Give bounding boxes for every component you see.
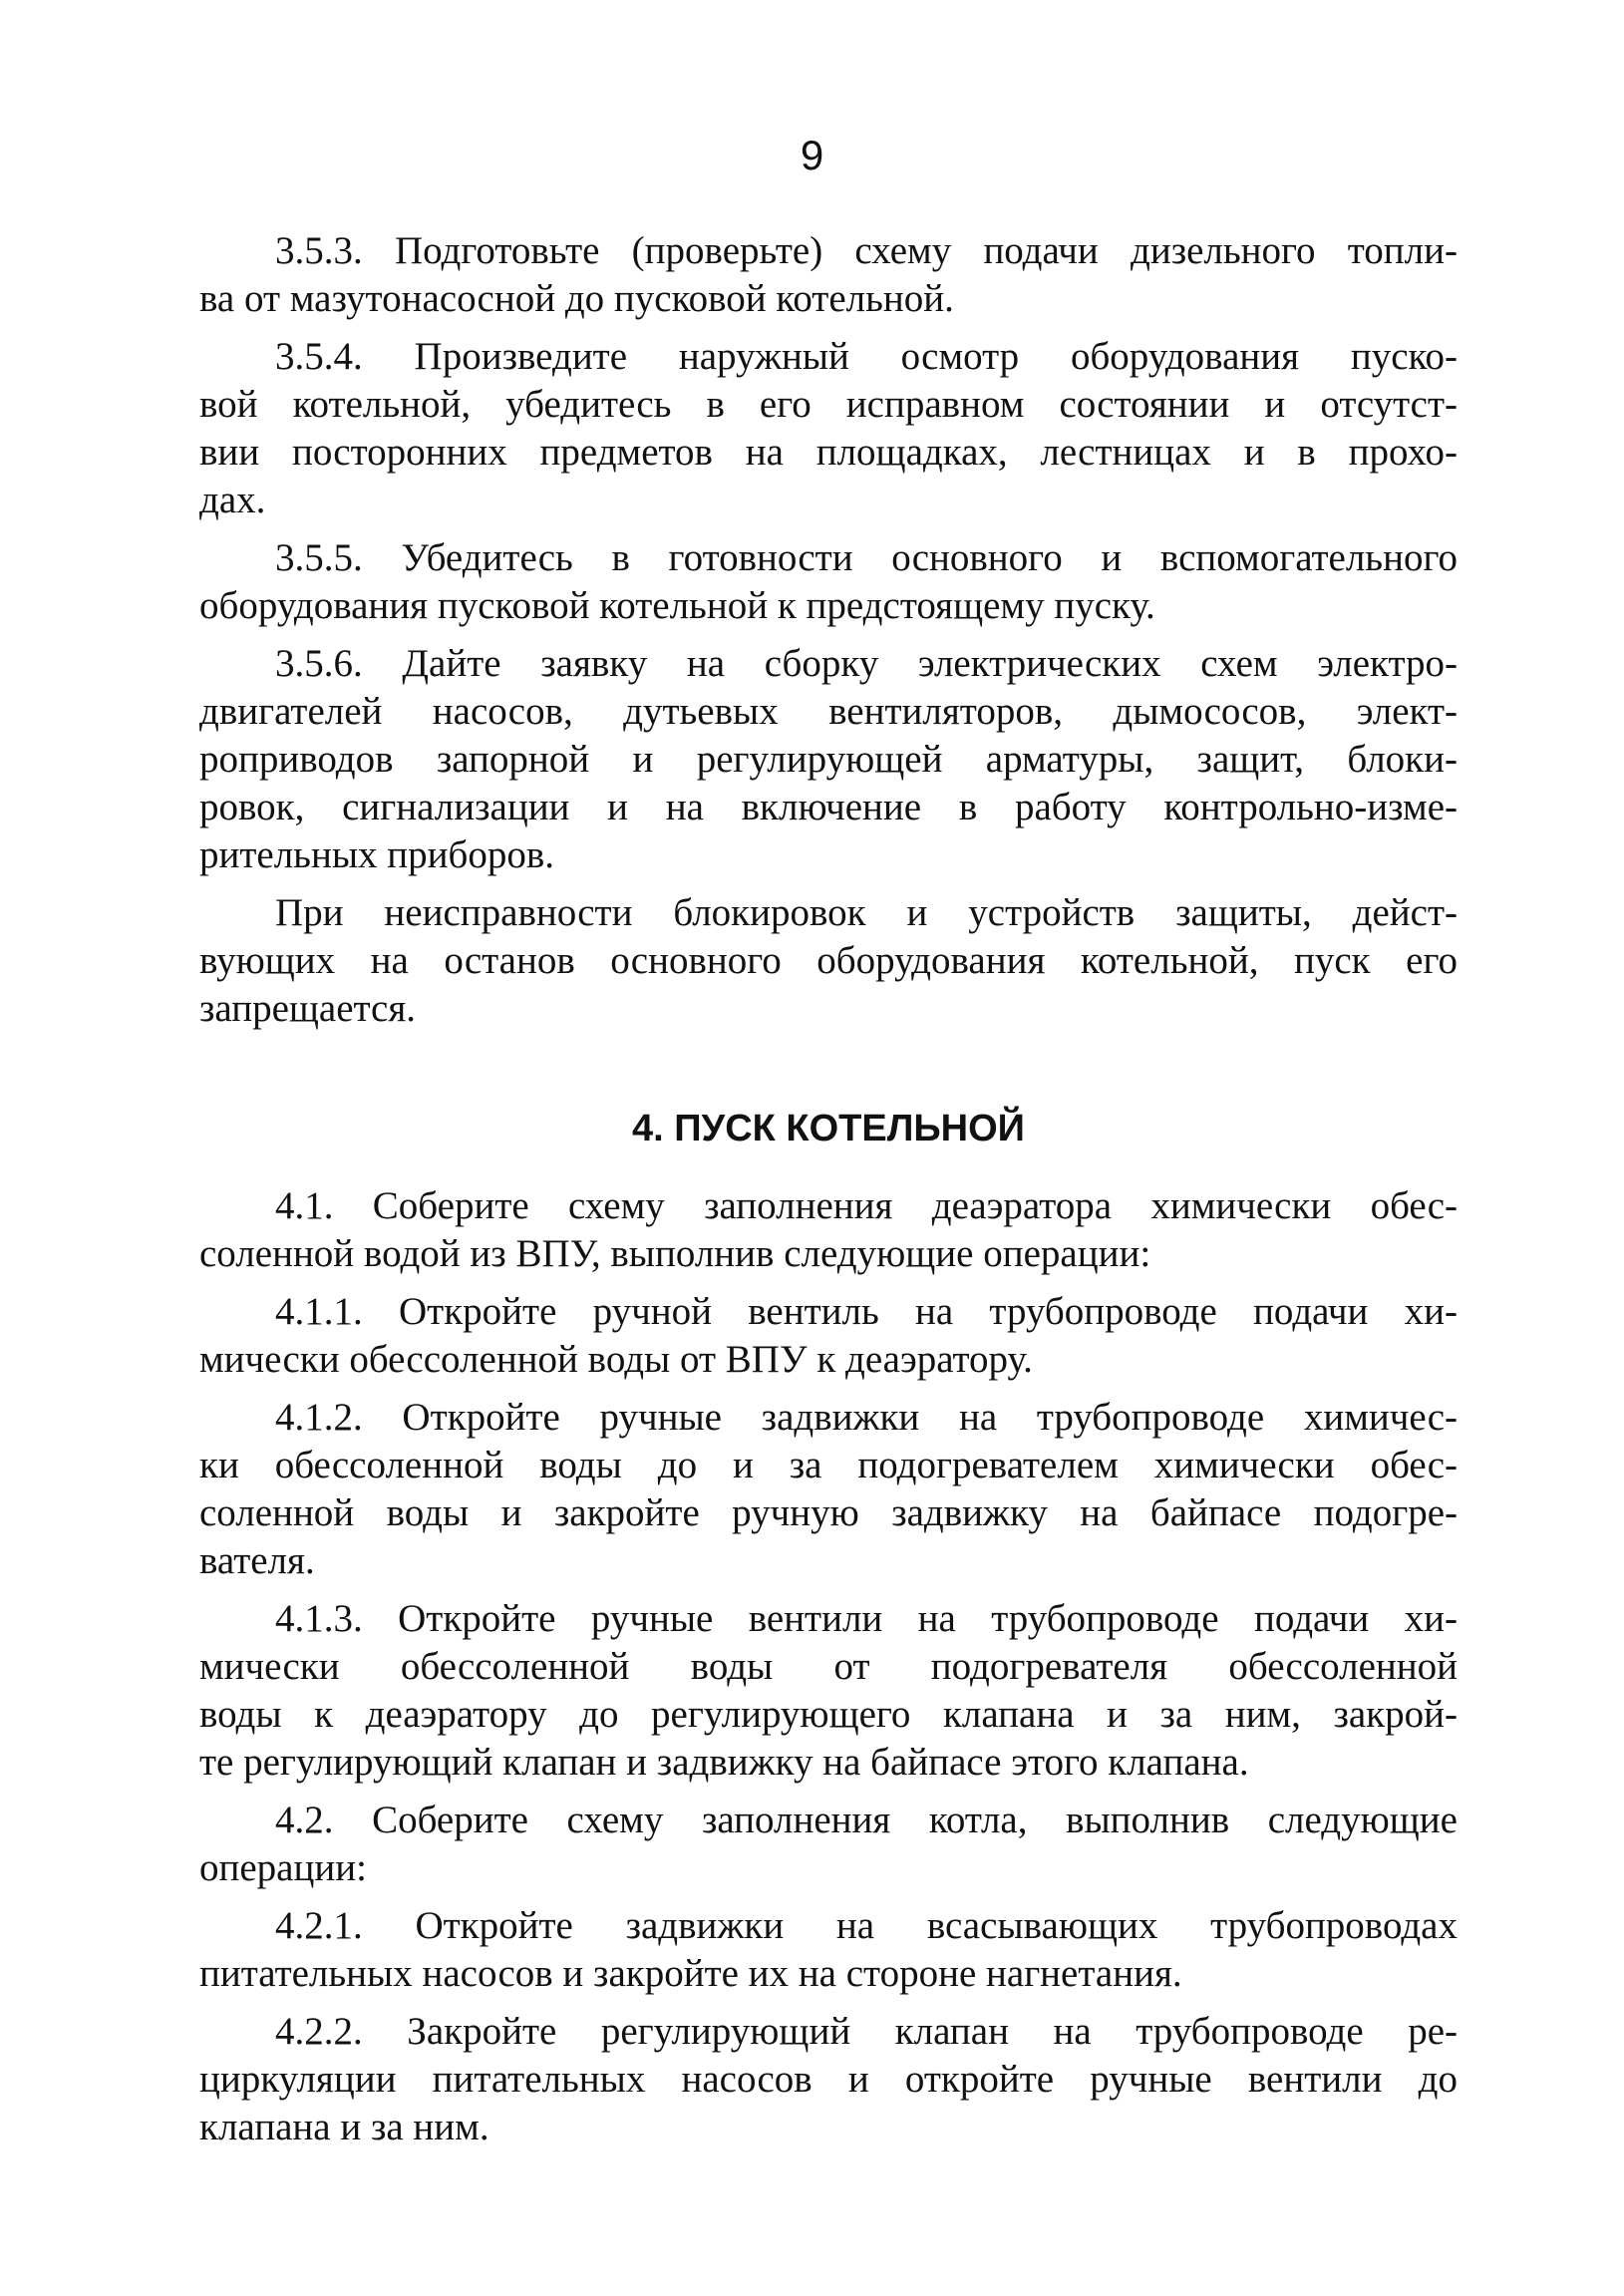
paragraph <box>199 2008 1458 2151</box>
text-line: вующих на останов основного оборудования котельной, пуск его <box>199 939 1458 982</box>
text-line: При неисправности блокировок и устройств защиты, дейст- <box>275 891 1458 934</box>
paragraph <box>199 1394 1458 1585</box>
paragraph <box>199 1288 1458 1384</box>
paragraph <box>199 534 1458 630</box>
text-line: воды к деаэратору до регулирующего клапана и за ним, закрой- <box>199 1693 1458 1736</box>
text-line: двигателей насосов, дутьевых вентиляторов, дымососов, элект- <box>199 690 1458 733</box>
text-line: 3.5.6. Дайте заявку на сборку электрических схем электро- <box>275 642 1458 685</box>
page-number: 9 <box>800 132 824 178</box>
text-line: 4.2. Соберите схему заполнения котла, выполнив следующие <box>275 1799 1458 1841</box>
paragraph <box>199 1902 1458 1998</box>
paragraph <box>199 1797 1458 1892</box>
text-line: дах. <box>199 479 266 521</box>
text-line: запрещается. <box>199 987 417 1030</box>
text-line: рительных приборов. <box>199 833 555 876</box>
paragraph <box>199 1595 1458 1787</box>
text-line: вателя. <box>199 1539 315 1582</box>
text-line: 4.1.2. Откройте ручные задвижки на трубопроводе химичес- <box>275 1396 1458 1439</box>
text-line: мически обессоленной воды от подогревателя обессоленной <box>199 1645 1458 1688</box>
text-line: вии посторонних предметов на площадках, лестницах и в прохо- <box>199 431 1458 474</box>
text-line: те регулирующий клапан и задвижку на байпасе этого клапана. <box>199 1741 1249 1784</box>
section-3-continuation <box>199 227 1458 1033</box>
paragraph <box>199 333 1458 524</box>
text-line: мически обессоленной воды от ВПУ к деаэратору. <box>199 1338 1033 1381</box>
text-line: роприводов запорной и регулирующей арматуры, защит, блоки- <box>199 738 1458 781</box>
text-line: 3.5.5. Убедитесь в готовности основного и вспомогательного <box>275 536 1458 579</box>
text-line: питательных насосов и закройте их на стороне нагнетания. <box>199 1952 1182 1995</box>
text-line: клапана и за ним. <box>199 2106 489 2148</box>
text-line: соленной воды и закройте ручную задвижку на байпасе подогре- <box>199 1491 1458 1534</box>
paragraph <box>199 1182 1458 1278</box>
paragraph <box>199 889 1458 1033</box>
text-line: ва от мазутонасосной до пусковой котельной. <box>199 277 954 320</box>
document-body <box>199 227 1458 2151</box>
text-line: соленной водой из ВПУ, выполнив следующие операции: <box>199 1232 1151 1275</box>
text-line: 4.1.1. Откройте ручной вентиль на трубопроводе подачи хи- <box>275 1290 1458 1333</box>
text-line: ровок, сигнализации и на включение в работу контрольно-изме- <box>199 786 1458 828</box>
section-4 <box>199 1182 1458 2151</box>
text-line: вой котельной, убедитесь в его исправном состоянии и отсутст- <box>199 383 1458 426</box>
text-line: циркуляции питательных насосов и откройте ручные вентили до <box>199 2058 1458 2101</box>
paragraph <box>199 227 1458 323</box>
text-line: оборудования пусковой котельной к предстоящему пуску. <box>199 584 1155 627</box>
paragraph <box>199 640 1458 879</box>
text-line: 3.5.3. Подготовьте (проверьте) схему подачи дизельного топли- <box>275 229 1458 272</box>
text-line: 3.5.4. Произведите наружный осмотр оборудования пуско- <box>275 335 1458 378</box>
text-line: ки обессоленной воды до и за подогревателем химически обес- <box>199 1444 1458 1486</box>
section-heading: 4. ПУСК КОТЕЛЬНОЙ <box>632 1108 1025 1149</box>
text-line: 4.2.2. Закройте регулирующий клапан на трубопроводе ре- <box>275 2010 1458 2053</box>
text-line: 4.1. Соберите схему заполнения деаэратора химически обес- <box>275 1184 1458 1227</box>
text-line: 4.2.1. Откройте задвижки на всасывающих трубопроводах <box>275 1904 1458 1947</box>
text-line: 4.1.3. Откройте ручные вентили на трубопроводе подачи хи- <box>275 1597 1458 1640</box>
text-line: операции: <box>199 1846 367 1889</box>
